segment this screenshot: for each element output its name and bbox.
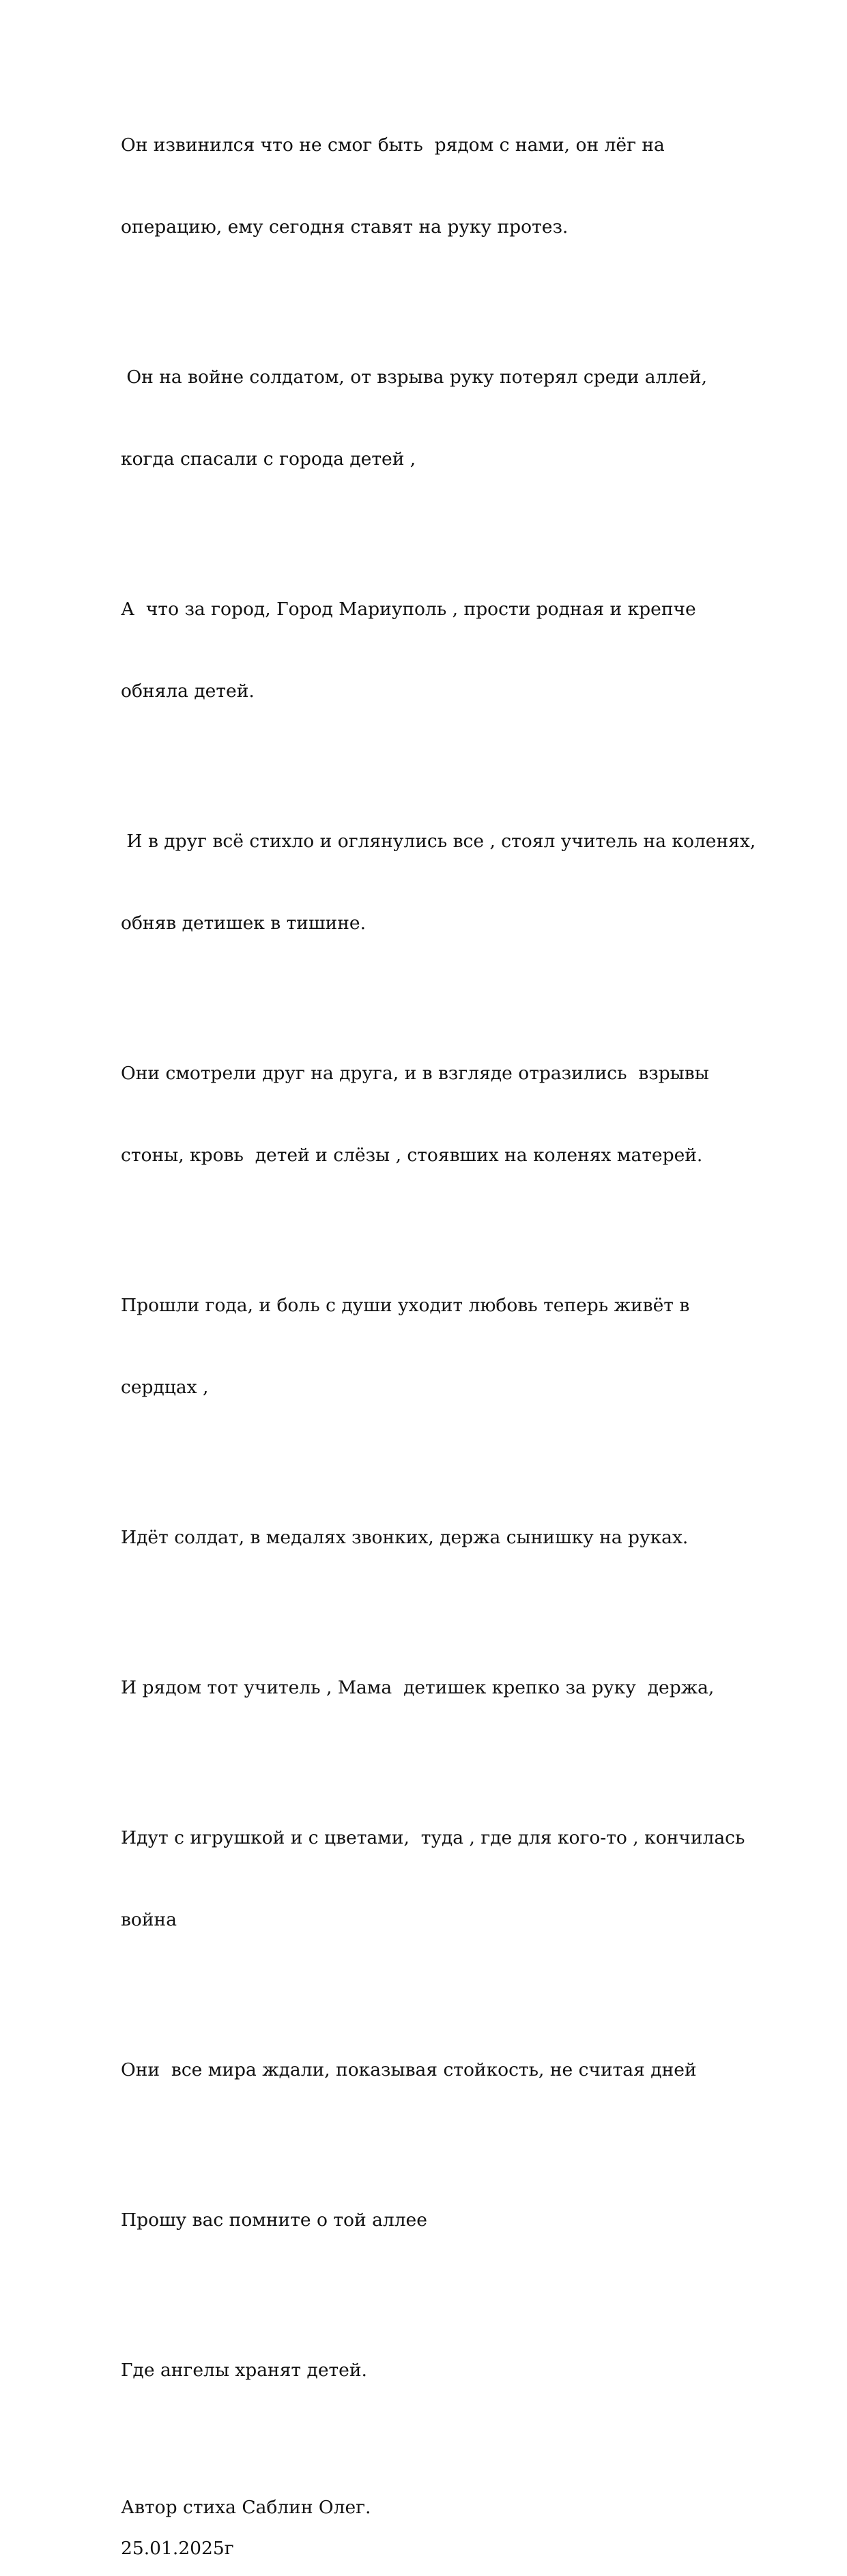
stanza-line: Они все мира ждали, показывая стойкость, не считая дней	[121, 2059, 697, 2080]
stanza-9	[121, 1770, 803, 1988]
stanza-7	[121, 1470, 803, 1606]
blank-space	[121, 2452, 803, 2494]
stanza-line: обняла детей.	[121, 681, 255, 702]
stanza-line: А что за город, Город Мариуполь , прости родная и крепче	[121, 599, 696, 620]
stanza-12	[121, 2302, 803, 2439]
stanza-line: Он извинился что не смог быть рядом с нами, он лёг на	[121, 134, 665, 156]
stanza-line: когда спасали с города детей ,	[121, 448, 416, 470]
stanza-line: Идут с игрушкой и с цветами, туда , где для кого-то , кончилась	[121, 1827, 745, 1848]
stanza-2	[121, 309, 803, 528]
stanza-line: И рядом тот учитель , Мама детишек крепко за руку держа,	[121, 1677, 715, 1698]
poem-body	[121, 77, 803, 2576]
stanza-1	[121, 77, 803, 296]
stanza-4	[121, 773, 803, 992]
stanza-line: Где ангелы хранят детей.	[121, 2360, 367, 2381]
stanza-line: обняв детишек в тишине.	[121, 913, 366, 934]
stanza-5	[121, 1005, 803, 1224]
stanza-line: сердцах ,	[121, 1377, 209, 1398]
stanza-3	[121, 541, 803, 760]
author-line: Автор стиха Саблин Олег.	[121, 2497, 371, 2518]
stanza-line: война	[121, 1909, 177, 1930]
stanza-line: стоны, кровь детей и слёзы , стоявших на коленях матерей.	[121, 1145, 703, 1166]
stanza-line: Они смотрели друг на друга, и в взгляде отразились взрывы	[121, 1063, 709, 1084]
stanza-line: Идёт солдат, в медалях звонких, держа сынишку на руках.	[121, 1527, 689, 1548]
stanza-line: операцию, ему сегодня ставят на руку протез.	[121, 216, 569, 238]
stanza-line: Он на войне солдатом, от взрыва руку потерял среди аллей,	[121, 367, 708, 388]
stanza-6	[121, 1237, 803, 1456]
stanza-line: Прошу вас помните о той аллее	[121, 2209, 427, 2231]
stanza-line: И в друг всё стихло и оглянулись все , стоял учитель на коленях,	[121, 831, 756, 852]
stanza-line: Прошли года, и боль с души уходит любовь теперь живёт в	[121, 1295, 690, 1316]
stanza-8	[121, 1620, 803, 1756]
date-line: 25.01.2025г	[121, 2538, 234, 2559]
stanza-10	[121, 2002, 803, 2138]
stanza-11	[121, 2152, 803, 2289]
